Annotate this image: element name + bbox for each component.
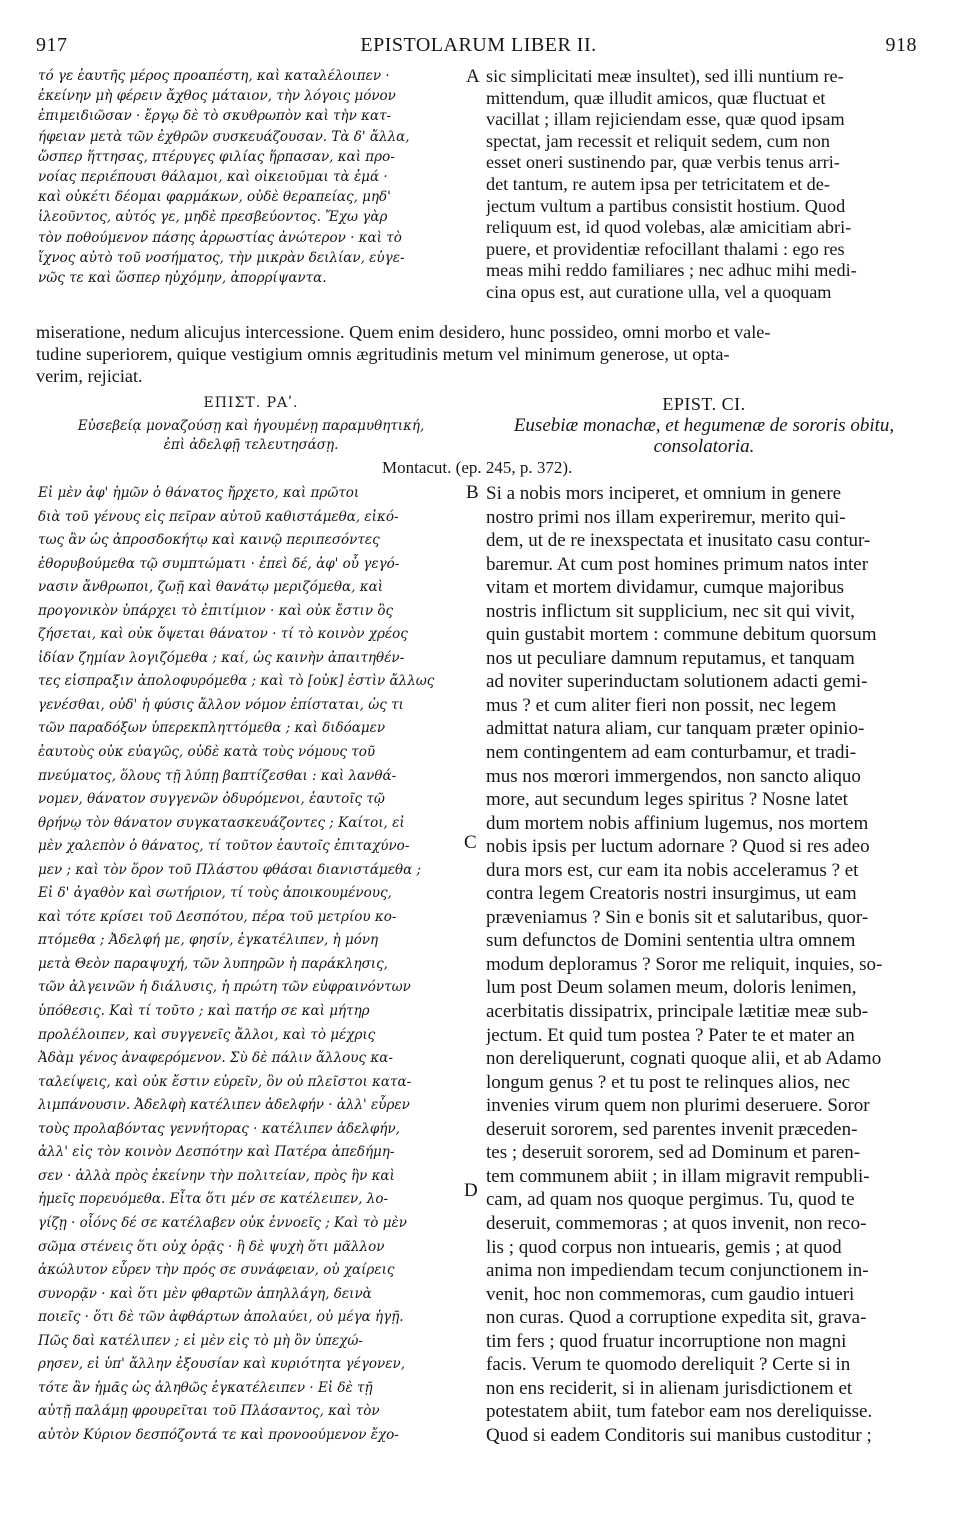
latin-text-line: mittendum, quæ illudit amicos, quæ fluctuat et <box>486 87 826 108</box>
greek-text-line: σεν · ἀλλὰ πρὸς ἐκείνην τὴν πολιτείαν, πρὸς ἣν καὶ <box>38 1167 395 1184</box>
latin-text-line: meas mihi reddo familiares ; nec adhuc mihi medi- <box>486 260 857 281</box>
greek-text-line: καὶ τότε κρίσει τοῦ Δεσπότου, πέρα τοῦ μετρίου κο- <box>38 908 397 925</box>
latin-text-line: deseruit, commemoras ; at quos invenit, non reco- <box>486 1212 867 1234</box>
greek-text-line: τῶν παραδόξων ὑπερεκπληττόμεθα ; καὶ διδόαμεν <box>38 720 386 737</box>
latin-text-line: nostris inflictum sit supplicium, nec sit qui vivit, <box>486 600 855 622</box>
greek-text-line: ὥσπερ ἥττησας, πτέρυγες φιλίας ἥρπασαν, καὶ προ- <box>38 148 395 165</box>
right-page-number: 918 <box>885 34 917 56</box>
latin-text-line: modum deploramus ? Soror me reliquit, inquies, so- <box>486 953 883 975</box>
latin-text-line: deseruit sororem, sed parentes invenit præceden- <box>486 1118 858 1140</box>
latin-text-line: jectum vultum a partibus consistit hostium. Quod <box>486 195 846 216</box>
greek-text-line: αὐτῇ παλάμῃ φρουρεῖται τοῦ Πλάσαντος, καὶ τὸν <box>38 1403 380 1420</box>
greek-text-line: γενέσθαι, οὐδ' ἡ φύσις ἄλλον νόμον ἐπίσταται, ὡς τι <box>38 696 404 713</box>
greek-text-line: ἑαυτοὺς οὐκ εὐαγῶς, οὐδὲ κατὰ τοὺς νόμους τοῦ <box>38 744 376 761</box>
latin-text-line: Quod si eadem Conditoris sui manibus custoditur ; <box>486 1424 872 1446</box>
latin-text-line: puere, et providentiæ refocillant thalami : ego res <box>486 238 845 259</box>
greek-text-line: ἀκώλυτον εὗρεν τὴν πρός σε συνάφειαν, οὐ χαίρεις <box>38 1262 395 1279</box>
latin-text-line: tem communem abiit ; in illam migravit rempubli- <box>486 1165 870 1187</box>
top-greek-column <box>38 66 458 288</box>
greek-text-line: ἐπιμειδιῶσαν · ἔργῳ δὲ τὸ σκυθρωπὸν καὶ τὴν κατ- <box>38 108 392 125</box>
latin-text-line: potestatem abiit, tum fatebor eam nos dereliquisse. <box>486 1401 873 1423</box>
source-reference: Montacut. (ep. 245, p. 372). <box>382 458 573 477</box>
top-latin-column <box>486 66 922 304</box>
greek-text-line: ἴχνος αὐτὸ τοῦ νοσήματος, τὴν μικρὰν δειλίαν, εὐγε- <box>38 249 405 266</box>
latin-text-line: more, aut secundum leges spiritus ? Nosne latet <box>486 789 848 811</box>
greek-text-line: μεν ; καὶ τὸν ὅρον τοῦ Πλάστου φθάσαι διανιστάμεθα ; <box>38 861 422 878</box>
latin-epistle-number: EPIST. CI. <box>662 394 746 414</box>
greek-text-line: ὑπόθεσις. Καὶ τί τοῦτο ; καὶ πατήρ σε καὶ μήτηρ <box>38 1003 370 1020</box>
greek-text-line: ἐθορυβούμεθα τῷ συμπτώματι · ἐπεὶ δέ, ἀφ' οὗ γεγό- <box>38 555 400 572</box>
latin-text-line: dura mors est, cur eam ita nobis acceleramus ? et <box>486 859 859 881</box>
greek-text-line: ἐκείνην μὴ φέρειν ἄχθος μάταιον, τὴν λόγοις μόνον <box>38 88 396 105</box>
greek-text-line: προγονικὸν ὑπάρχει τὸ ἐπιτίμιον · καὶ οὐκ ἔστιν ὃς <box>38 602 394 619</box>
latin-text-line: det tantum, re autem ipsa per tetricitatem et de- <box>486 173 830 194</box>
latin-text-line: mus ? et cum aliter fieri non possit, nec legem <box>486 694 837 716</box>
greek-text-line: πνεύματος, ὅλους τῇ λύπῃ βαπτίζεσθαι : καὶ λανθά- <box>38 767 397 784</box>
latin-text-line: admittat natura aliam, cur tanquam præter opinio- <box>486 718 865 740</box>
latin-text-line: nem contingentem ad eam conturbamur, et tradi- <box>486 742 857 764</box>
latin-text-line: tes ; deseruit sororem, sed ad Dominum et paren- <box>486 1142 861 1164</box>
greek-text-line: νοίας περιέπουσι θάλαμοι, καὶ οἰκειοῦμαι τὰ ἐμά · <box>38 169 388 186</box>
greek-epistle-title <box>36 417 466 455</box>
latin-text-line: Si a nobis mors inciperet, et omnium in genere <box>486 483 842 504</box>
latin-text-line: contra legem Creatoris nostri insurgimus, ut eam <box>486 883 857 905</box>
latin-text-line: cam, ad quam nos quoque pergimus. Tu, quod te <box>486 1189 855 1211</box>
latin-text-line: spectat, jam recessit et reliquit sedem, cum non <box>486 130 830 151</box>
latin-text-line: nostro primi nos illam experiremur, merito qui- <box>486 506 846 528</box>
latin-text-line: nobis ipsis per luctum adornare ? Quod si res adeo <box>486 836 870 858</box>
greek-text-line: ἀλλ' εἰς τὸν κοινὸν Δεσπότην καὶ Πατέρα ἀπεδήμη- <box>38 1144 395 1161</box>
latin-text-line: lis ; quod corpus non intuearis, gemis ; at quod <box>486 1236 842 1258</box>
latin-text-line: sum defunctos de Domini sententia ultra omnem <box>486 930 856 952</box>
latin-text-line: venit, hoc non commemoras, cum gaudio intueri <box>486 1283 855 1305</box>
greek-text-line: ήφειαν μετὰ τῶν ἐχθρῶν συσκευάζουσαν. Τὰ δ' ἄλλα, <box>38 128 410 145</box>
margin-letter-a: A <box>466 66 480 87</box>
latin-text-line: sic simplicitati meæ insultet), sed illi nuntium re- <box>486 66 844 86</box>
latin-text-line: præveniamus ? Sin e bonis sit et salutaribus, quor- <box>486 906 869 928</box>
latin-text-line: facis. Verum te quomodo dereliquit ? Certe si in <box>486 1354 851 1376</box>
margin-letter-b: B <box>466 482 479 503</box>
greek-text-line: τῶν ἀλγεινῶν ἡ διάλυσις, ἡ πρώτη τῶν εὐφραινόντων <box>38 979 411 996</box>
latin-text-line: anima non impediendam tecum conjunctionem in- <box>486 1260 869 1282</box>
latin-text-line: cina opus est, aut curatione ulla, vel a quoquam <box>486 281 832 302</box>
greek-title-line: ἐπὶ ἀδελφῇ τελευτησάσῃ. <box>163 437 339 453</box>
greek-title-line: Εὐσεβείᾳ μοναζούσῃ καὶ ἡγουμένῃ παραμυθητική, <box>77 418 425 434</box>
greek-text-line: πτόμεθα ; Ἀδελφή με, φησίν, ἐγκατέλιπεν, ἡ μόνη <box>38 932 379 949</box>
greek-text-line: συνορᾷν · καὶ ὅτι μὲν φθαρτῶν ἀπηλλάγη, δεινὰ <box>38 1285 372 1302</box>
greek-text-line: τες εἰσπραξιν ἀπολοφυρόμεθα ; καὶ τὸ [οὐκ] ἐστὶν ἄλλως <box>38 673 435 690</box>
greek-text-line: τως ἂν ὡς ἀπροσδοκήτῳ καὶ καινῷ περιπεσόντες <box>38 532 380 549</box>
greek-text-line: ἡμεῖς πορευόμεθα. Εἶτα ὅτι μέν σε κατέλειπεν, λο- <box>38 1191 389 1208</box>
greek-text-line: θρήνῳ τὸν θάνατον συγκατασκευάζοντες ; Καίτοι, εἰ <box>38 814 405 831</box>
greek-text-line: ρησεν, εἰ ὑπ' ἄλλην ἐξουσίαν καὶ κυριότητα γέγονεν, <box>38 1356 405 1373</box>
greek-text-line: προλέλοιπεν, καὶ συγγενεῖς ἄλλοι, καὶ τὸ μέχρις <box>38 1026 376 1043</box>
running-title: EPISTOLARUM LIBER II. <box>360 34 597 56</box>
latin-text-line: ad noviter superinductam solutionem adacti gemi- <box>486 671 868 693</box>
latin-text-line: tudine superiorem, quique vestigium omnis ægritudinis metum vel minimum generose, ut opta- <box>36 344 730 364</box>
latin-title-line: consolatoria. <box>653 436 755 457</box>
latin-text-line: non ens reciderit, si in alienam jurisdictionem et <box>486 1377 853 1399</box>
latin-text-line: reliquum est, id quod volebas, alæ amicitiam abri- <box>486 217 852 238</box>
latin-text-line: miseratione, nedum alicujus intercessione. Quem enim desidero, hunc possideo, omni morbo et vale- <box>36 322 771 342</box>
latin-text-line: quin gustabit mortem : commune debitum quorsum <box>486 624 877 646</box>
latin-text-line: non dereliquerunt, cognati quoque alii, et ab Adamo <box>486 1048 882 1070</box>
greek-text-line: λιμπάνουσιν. Ἀδελφὴ κατέλιπεν ἀδελφήν · ἀλλ' εὗρεν <box>38 1097 410 1114</box>
latin-title-line: Eusebiæ monachæ, et hegumenæ de sororis obitu, <box>513 415 895 436</box>
latin-text-line: esset oneri sustinendo par, quæ verbis tenus arri- <box>486 152 840 173</box>
latin-text-line: baremur. At cum post homines primum natos inter <box>486 553 869 575</box>
latin-text-line: longum genus ? et tu post te relinques alios, nec <box>486 1071 851 1093</box>
greek-text-line: νῶς τε καὶ ὥσπερ ηὐχόμην, ἀπορρίψαντα. <box>38 270 327 287</box>
latin-text-line: mus nos mœrori immergendos, non sancto aliquo <box>486 765 861 787</box>
greek-text-line: διὰ τοῦ γένους εἰς πεῖραν αὐτοῦ καθιστάμεθα, εἰκό- <box>38 508 399 525</box>
greek-text-line: τότε ἂν ἡμᾶς ὡς ἀληθῶς ἐγκατέλειπεν · Εἰ δὲ τῇ <box>38 1379 373 1396</box>
latin-text-line: dum mortem nobis affinium lugemus, nos mortem <box>486 812 869 834</box>
greek-text-line: ταλείψεις, καὶ οὐκ ἔστιν εὑρεῖν, ὃν οὐ πλεῖστοι κατα- <box>38 1073 412 1090</box>
greek-text-line: σῶμα στένεις ὅτι οὐχ ὁρᾷς · ἣ δὲ ψυχὴ ὅτι μᾶλλον <box>38 1238 385 1255</box>
main-latin-column <box>486 482 922 1447</box>
latin-text-line: lum post Deum solamen meum, doloris lenimen, <box>486 977 857 999</box>
greek-text-line: μετὰ Θεὸν παραψυχή, τῶν λυπηρῶν ἡ παράκλησις, <box>38 955 388 972</box>
latin-text-line: invenies virum quem non plurimi deseruere. Soror <box>486 1095 870 1117</box>
greek-text-line: τὸν ποθούμενον πάσης ἀρρωστίας ἀνώτερον · καὶ τὸ <box>38 229 402 246</box>
greek-text-line: τοὺς προλαβόντας γεννήτορας · κατέλιπεν ἀδελφήν, <box>38 1120 400 1137</box>
greek-text-line: καὶ οὐκέτι δέομαι φαρμάκων, οὐδὲ θεραπείας, μηδ' <box>38 189 391 206</box>
greek-text-line: Πῶς δαὶ κατέλιπεν ; εἰ μὲν εἰς τὸ μὴ ὂν ὑπεχώ- <box>38 1332 363 1349</box>
latin-text-line: vitam et mortem dividamur, cumque majoribus <box>486 577 845 599</box>
greek-text-line: ἱλεοῦντος, αὐτός γε, μηδὲ πρεσβεύοντος. Ἔχω γὰρ <box>38 209 388 226</box>
latin-epistle-title <box>486 415 922 457</box>
main-greek-column <box>38 482 458 1447</box>
greek-text-line: τό γε ἑαυτῆς μέρος προαπέστη, καὶ καταλέλοιπεν · <box>38 68 390 84</box>
greek-text-line: νασιν ἄνθρωποι, ζωῇ καὶ θανάτῳ μεριζόμεθα, καὶ <box>38 579 383 596</box>
greek-text-line: ζήσεται, καὶ οὐκ ὄψεται θάνατον · τί τὸ κοινὸν χρέος <box>38 626 408 643</box>
greek-text-line: Εἰ δ' ἀγαθὸν καὶ σωτήριον, τί τοὺς ἀποικουμένους, <box>38 885 392 902</box>
greek-epistle-number: ΕΠΙΣΤ. ΡΑʹ. <box>203 395 299 411</box>
latin-text-line: vacillat ; illam rejiciendam esse, quæ quod ipsam <box>486 109 845 130</box>
latin-text-line: non curas. Quod a corruptione expedita sit, gravа- <box>486 1307 867 1329</box>
left-page-number: 917 <box>36 34 68 56</box>
margin-letter-c: C <box>464 832 477 853</box>
greek-text-line: ποιεῖς · ὅτι δὲ τῶν ἀφθάρτων ἀπολαύει, οὐ μέγα ἡγῇ. <box>38 1309 404 1326</box>
greek-text-line: γίζῃ · οἷόνς δέ σε κατέλαβεν οὐκ ἐννοεῖς ; Καὶ τὸ μὲν <box>38 1214 407 1231</box>
latin-text-line: nos ut peculiare damnum reputamus, et tanquam <box>486 647 855 669</box>
greek-text-line: νομεν, θάνατον συγγενῶν ὀδυρόμενοι, ἑαυτοῖς τῷ <box>38 791 385 808</box>
full-width-latin-text <box>36 321 922 387</box>
latin-text-line: verim, rejiciat. <box>36 366 143 386</box>
greek-text-line: μὲν χαλεπὸν ὁ θάνατος, τί τοῦτον ἑαυτοῖς ἐπιταχύνο- <box>38 838 410 855</box>
latin-text-line: acerbitatis dissipatrix, principale lætitiæ meæ sub- <box>486 1001 869 1023</box>
greek-text-line: Εἰ μὲν ἀφ' ἡμῶν ὁ θάνατος ἤρχετο, καὶ πρῶτοι <box>38 485 360 501</box>
greek-text-line: ἰδίαν ζημίαν λογιζόμεθα ; καί, ὡς καινὴν ἀπαιτηθέν- <box>38 649 405 666</box>
greek-text-line: αὐτὸν Κύριον δεσπόζοντά τε καὶ προνοούμενον ἔχο- <box>38 1426 399 1443</box>
latin-text-line: tim fers ; quod fruatur incorruptione non magni <box>486 1330 847 1352</box>
latin-text-line: jectum. Et quid tum postea ? Pater te et mater an <box>486 1024 855 1046</box>
greek-text-line: Ἀδὰμ γένος ἀναφερόμενον. Σὺ δὲ πάλιν ἄλλους κα- <box>38 1050 393 1067</box>
margin-letter-d: D <box>464 1180 478 1201</box>
latin-text-line: dem, ut de re inexspectata et inusitato casu contur- <box>486 530 871 552</box>
